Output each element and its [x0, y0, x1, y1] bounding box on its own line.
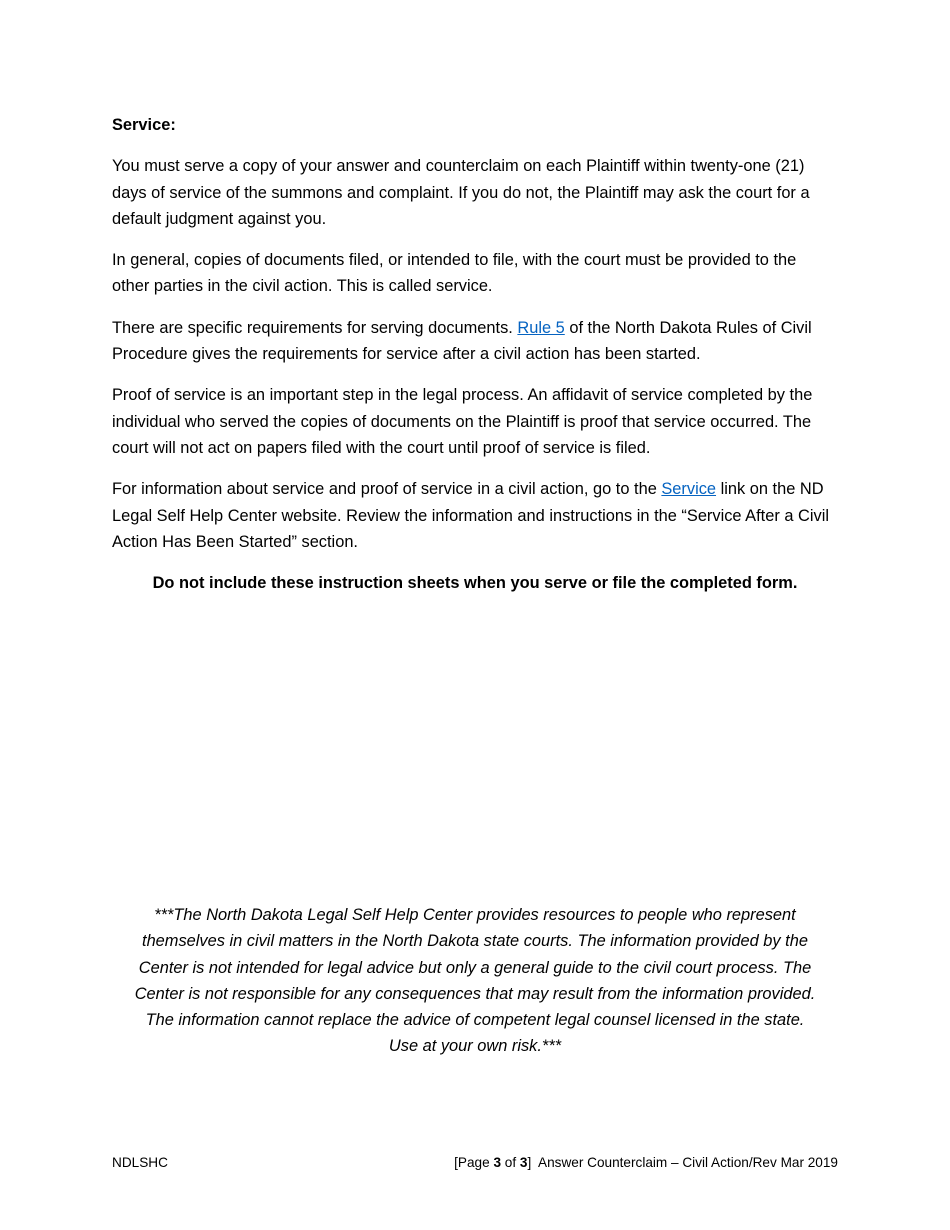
form-title: Answer Counterclaim – Civil Action/Rev Mar 2019 — [531, 1155, 838, 1170]
section-heading: Service: — [112, 116, 176, 134]
disclaimer-line: Center is not responsible for any consequences that may result from the information provided. — [134, 984, 816, 1003]
page-close-bracket: ] — [527, 1155, 532, 1170]
page-current-number: 3 — [493, 1155, 502, 1170]
paragraph-deadline: You must serve a copy of your answer and counterclaim on each Plaintiff within twenty-one (21) days of service of the summons and complaint. If you do not, the Plaintiff may ask the court for a default judgment against you. — [112, 157, 810, 228]
document-body — [112, 112, 838, 596]
page-total-number: 3 — [519, 1155, 528, 1170]
paragraph-requirements-text-end: of the North Dakota Rules of Civil Procedure gives the requirements for service after a civil action has been started. — [112, 318, 812, 364]
disclaimer-line: The information cannot replace the advice of competent legal counsel licensed in the state. — [145, 1011, 805, 1030]
paragraph-information-text-end: link on the ND Legal Self Help Center website. Review the information and instructions in the “Service After a Civil Action Has Been Started” section. — [112, 480, 829, 551]
disclaimer-line: Use at your own risk.*** — [388, 1037, 562, 1056]
disclaimer-line: ***The North Dakota Legal Self Help Center provides resources to people who represent — [154, 906, 796, 924]
paragraph-proof-of-service: Proof of service is an important step in the legal process. An affidavit of service completed by the individual who served the copies of documents on the Plaintiff is proof that service occurred. The court will not act on papers filed with the court until proof of service is filed. — [112, 386, 813, 457]
paragraph-requirements — [112, 315, 838, 368]
service-link[interactable]: Service — [661, 480, 717, 499]
paragraph-requirements-text-start: There are specific requirements for serving documents. — [112, 318, 518, 337]
footer-page-info — [454, 1153, 838, 1173]
paragraph-general-service: In general, copies of documents filed, or intended to file, with the court must be provided to the other parties in the civil action. This is called service. — [112, 251, 797, 296]
page-open-bracket: [Page — [454, 1155, 494, 1170]
rule-5-link[interactable]: Rule 5 — [517, 318, 565, 337]
paragraph-information — [112, 476, 838, 555]
footer-organization: NDLSHC — [112, 1155, 168, 1170]
page-of: of — [501, 1155, 520, 1170]
instruction-warning: Do not include these instruction sheets when you serve or file the completed form. — [152, 574, 798, 593]
disclaimer-line: Center is not intended for legal advice but only a general guide to the civil court process. The — [138, 958, 812, 977]
paragraph-information-text-start: For information about service and proof of service in a civil action, go to the — [112, 480, 662, 499]
disclaimer — [112, 902, 838, 1060]
disclaimer-line: themselves in civil matters in the North Dakota state courts. The information provided by the — [142, 932, 808, 951]
